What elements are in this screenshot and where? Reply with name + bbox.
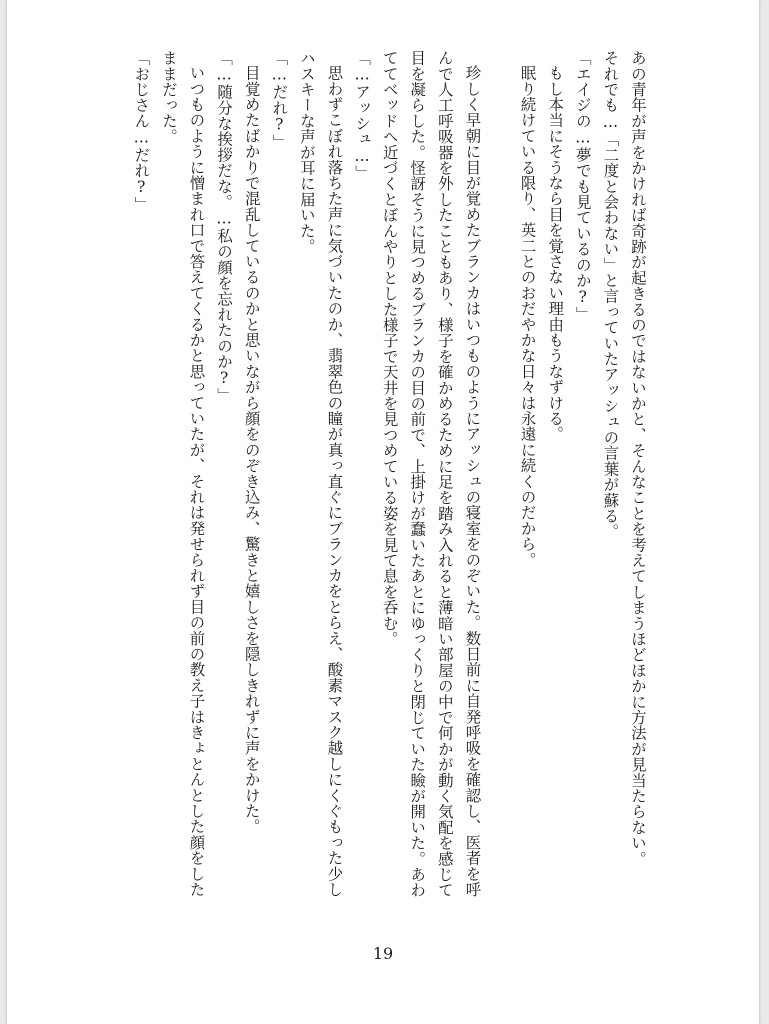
paragraph: 「…随分な挨拶だな。…私の顔を忘れたのか?」: [215, 50, 234, 404]
paragraph: 「おじさん…だれ?」: [132, 50, 151, 213]
paragraph: あの青年が声をかければ奇跡が起きるのではないかと、そんなことを考えてしまうほどほかに方法が見当たらない。: [629, 50, 647, 867]
paragraph: 珍しく早朝に目が覚めたブランカはいつものようにアッシュの寝室をのぞいた。数日前に自発呼吸を確認し、医者を呼んで人工呼吸器を外したこともあり、様子を確かめるために足を踏み入れると薄暗い部屋の中で何かが動く気配を感じて目を凝らした。怪訝そうに見つめるブランカの目の前で、上掛けが蠢いたあとにゆっくりと閉じていた瞼が開いた。あわててベッドへ近づくとぼんやりとした様子で天井を見つめている姿を見て息を呑む。: [380, 50, 482, 898]
paragraph: 思わずこぼれ落ちた声に気づいたのか、翡翠色の瞳が真っ直ぐにブランカをとらえ、酸素マスク越しにくぐもった少しハスキーな声が耳に届いた。: [297, 50, 344, 898]
paragraph: 「…だれ?」: [270, 50, 289, 150]
paragraph: 目覚めたばかりで混乱しているのかと思いながら顔をのぞき込み、驚きと嬉しさを隠しきれずに声をかけた。: [242, 65, 261, 835]
book-page: [7, 0, 759, 1024]
paragraph: いつものように憎まれ口で答えてくるかと思っていたが、それは発せられず目の前の教え子はきょとんとした顔をしたままだった。: [159, 50, 206, 898]
body-text: [127, 50, 651, 910]
paragraph: 「エイジの…夢でも見ているのか?」: [573, 50, 592, 323]
paragraph: それでも…「二度と会わない」と言っていたアッシュの言葉が蘇る。: [601, 50, 620, 540]
paragraph: 眠り続けている限り、英二とのおだやかな日々は永遠に続くのだから。: [518, 65, 537, 568]
blank-line: [485, 50, 513, 910]
paragraph: もし本当にそうなら目を覚さない理由もうなずける。: [546, 65, 565, 443]
page-number: 19: [372, 944, 394, 963]
paragraph: 「…アッシュ…」: [353, 50, 372, 181]
